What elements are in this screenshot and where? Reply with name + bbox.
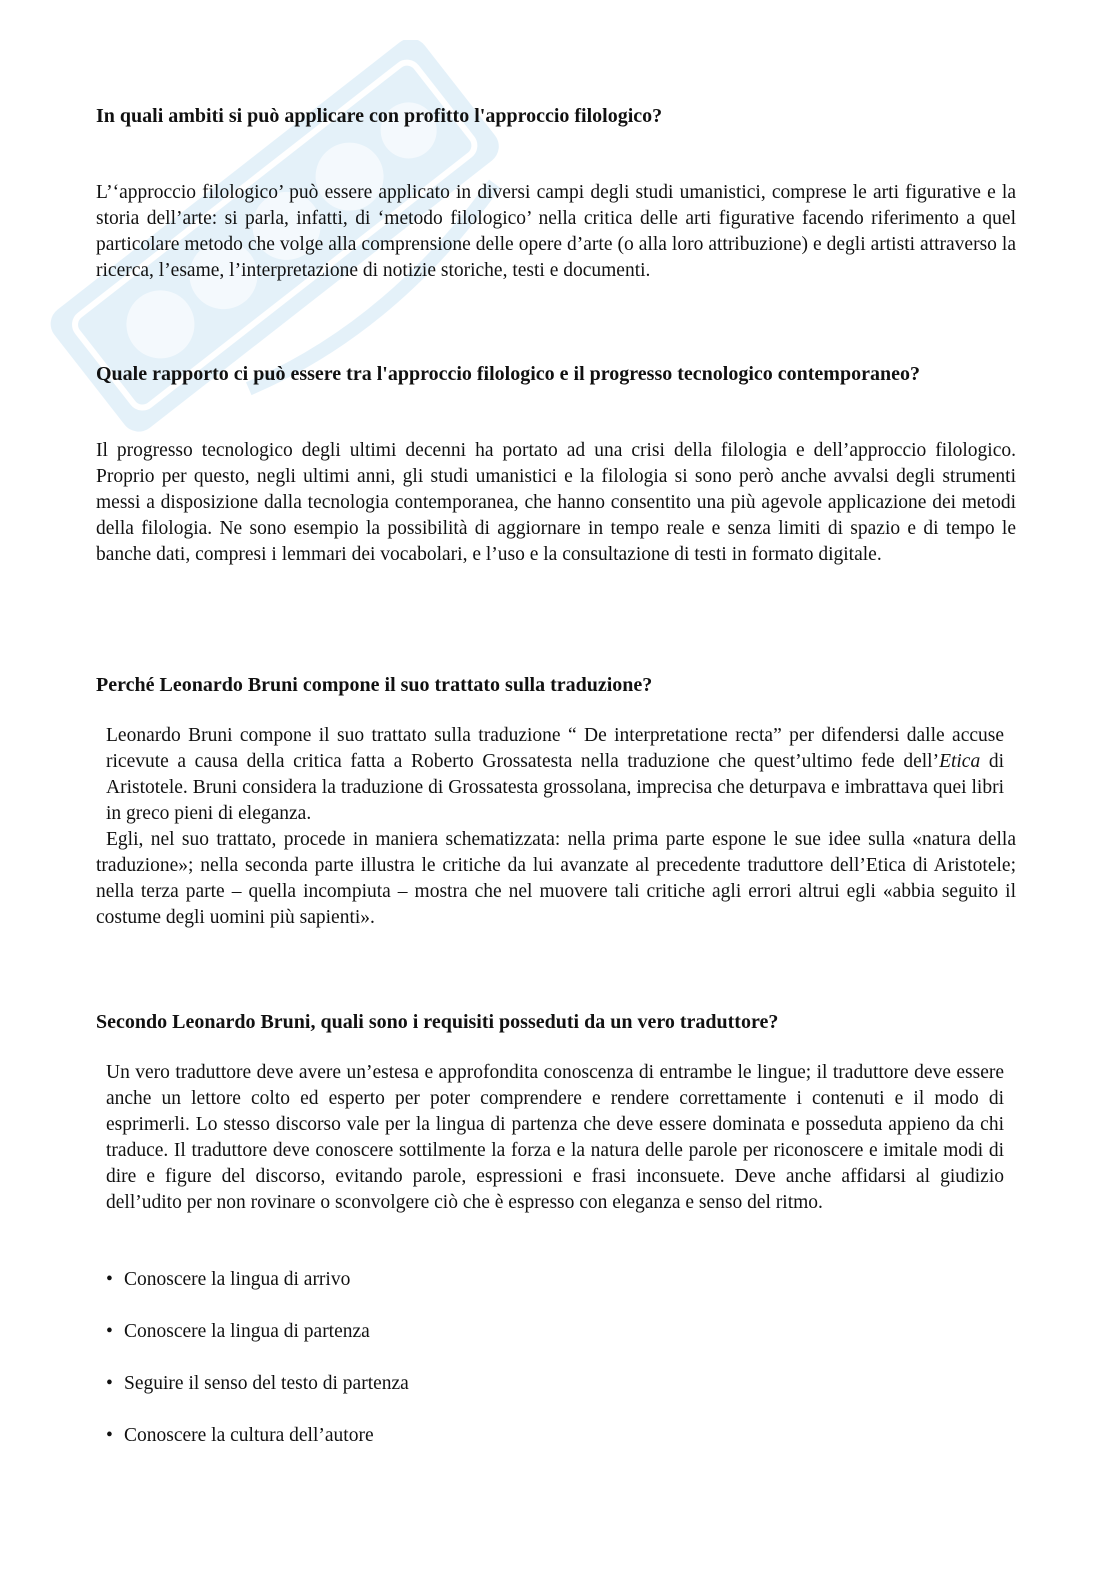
- question-2-heading: Quale rapporto ci può essere tra l'approccio filologico e il progresso tecnologico contemporaneo?: [96, 363, 920, 385]
- bullet-icon: •: [106, 1373, 113, 1394]
- list-item-text: Conoscere la lingua di partenza: [124, 1321, 370, 1342]
- list-item: [106, 1369, 409, 1421]
- question-4-heading: Secondo Leonardo Bruni, quali sono i requisiti posseduti da un vero traduttore?: [96, 1011, 779, 1033]
- requirements-list: [106, 1265, 409, 1473]
- answer-4-paragraph: Un vero traduttore deve avere un’estesa e approfondita conoscenza di entrambe le lingue; il traduttore deve essere anche un lettore colto ed esperto per poter comprendere e rendere correttamente i contenuti e il modo di esprimerli. Lo stesso discorso vale per la lingua di partenza che deve essere dominata e posseduta appieno da chi traduce. Il traduttore deve conoscere sottilmente la forza e la natura delle parole per riconoscere e imitale modi di dire e figure del discorso, evitando parole, espressioni e frasi inconsuete. Deve anche affidarsi al giudizio dell’udito per non rovinare o sconvolgere ciò che è espresso con eleganza e senso del ritmo.: [106, 1062, 1004, 1213]
- answer-3a-text-end: di Aristotele. Bruni considera la traduzione di Grossatesta grossolana, imprecisa che deturpava e imbrattava quei libri in greco pieni di eleganza.: [106, 751, 1004, 824]
- answer-3-paragraph-b: Egli, nel suo trattato, procede in maniera schematizzata: nella prima parte espone le sue idee sulla «natura della traduzione»; nella seconda parte illustra le critiche da lui avanzate al precedente traduttore dell’Etica di Aristotele; nella terza parte – quella incompiuta – mostra che nel muovere tali critiche agli errori altrui egli «abbia seguito il costume degli uomini più sapienti».: [96, 829, 1016, 928]
- bullet-icon: •: [106, 1269, 113, 1290]
- question-3-heading: Perché Leonardo Bruni compone il suo trattato sulla traduzione?: [96, 674, 653, 696]
- bullet-icon: •: [106, 1425, 113, 1446]
- list-item: [106, 1317, 409, 1369]
- list-item-text: Conoscere la lingua di arrivo: [124, 1269, 351, 1290]
- answer-1-paragraph: L’‘approccio filologico’ può essere applicato in diversi campi degli studi umanistici, comprese le arti figurative e la storia dell’arte: si parla, infatti, di ‘metodo filologico’ nella critica delle arti figurative facendo riferimento a quel particolare metodo che volge alla comprensione delle opere d’arte (o alla loro attribuzione) e degli artisti attraverso la ricerca, l’esame, l’interpretazione di notizie storiche, testi e documenti.: [96, 182, 1016, 281]
- list-item-text: Conoscere la cultura dell’autore: [124, 1425, 374, 1446]
- list-item: [106, 1265, 409, 1317]
- bullet-icon: •: [106, 1321, 113, 1342]
- etica-italic: Etica: [939, 751, 981, 772]
- answer-3a-text-start: Leonardo Bruni compone il suo trattato sulla traduzione “ De interpretatione recta” per difendersi dalle accuse ricevute a causa della critica fatta a Roberto Grossatesta nella traduzione che quest’ultimo fede dell’: [106, 725, 1004, 772]
- answer-2-paragraph: Il progresso tecnologico degli ultimi decenni ha portato ad una crisi della filologia e dell’approccio filologico. Proprio per questo, negli ultimi anni, gli studi umanistici e la filologia si sono però anche avvalsi degli strumenti messi a disposizione dalla tecnologia contemporanea, che hanno consentito una più agevole applicazione dei metodi della filologia. Ne sono esempio la possibilità di aggiornare in tempo reale e senza limiti di spazio e di tempo le banche dati, compresi i lemmari dei vocabolari, e l’uso e la consultazione di testi in formato digitale.: [96, 440, 1016, 565]
- list-item-text: Seguire il senso del testo di partenza: [124, 1373, 409, 1394]
- question-1-heading: In quali ambiti si può applicare con profitto l'approccio filologico?: [96, 105, 663, 127]
- answer-3-paragraph-a: [106, 723, 1004, 827]
- list-item: [106, 1421, 409, 1473]
